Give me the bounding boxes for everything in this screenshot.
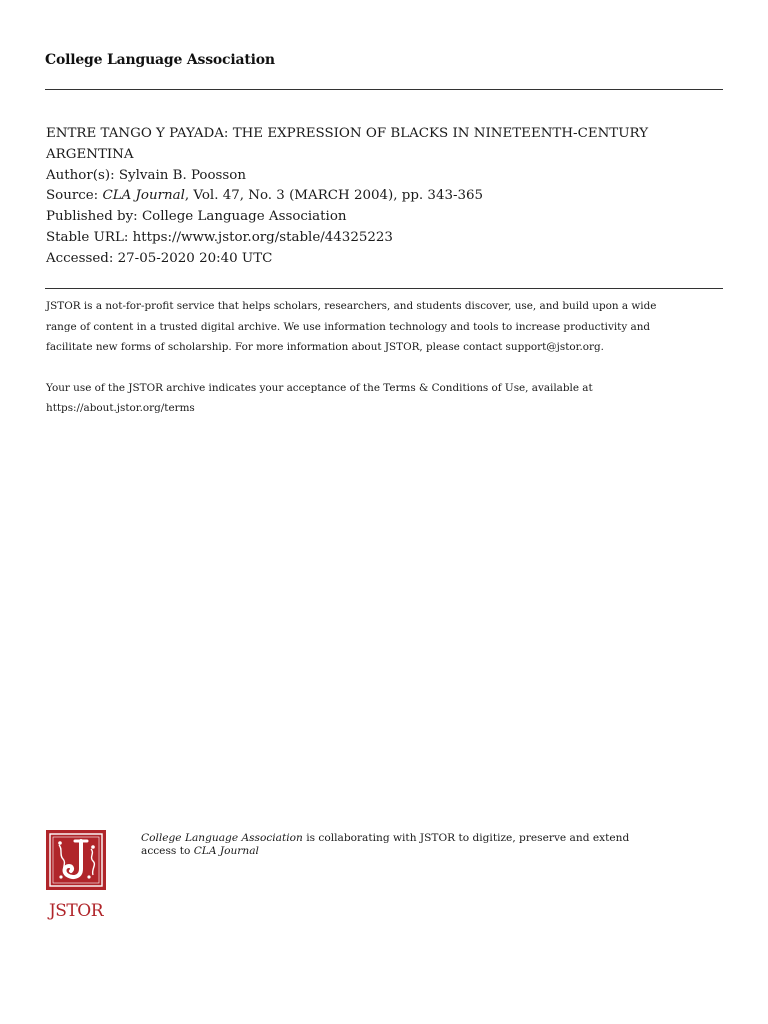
access-prefix: access to [141, 845, 194, 857]
article-title-line-2: ARGENTINA [46, 146, 134, 162]
notice-p2-line-1: Your use of the JSTOR archive indicates your acceptance of the Terms & Conditions of Use, available at [46, 381, 593, 394]
source-label: Source: [46, 188, 99, 204]
notice-p1-line-2: range of content in a trusted digital archive. We use information technology and tools to increase productivity and [46, 320, 651, 333]
accessed-label: Accessed: [46, 250, 114, 266]
top-divider [45, 89, 723, 90]
source-details: , Vol. 47, No. 3 (MARCH 2004), pp. 343-365 [184, 188, 484, 204]
jstor-notice [46, 296, 736, 419]
article-metadata [46, 124, 736, 270]
jstor-logo-icon [45, 829, 107, 921]
collab-org: College Language Association [141, 832, 303, 844]
middle-divider [45, 288, 723, 289]
jstor-logo [45, 829, 107, 921]
source-journal: CLA Journal [102, 188, 185, 204]
notice-p1-line-3: facilitate new forms of scholarship. For more information about JSTOR, please contact support@jstor.org. [46, 341, 604, 353]
article-title-line-1: ENTRE TANGO Y PAYADA: THE EXPRESSION OF BLACKS IN NINETEENTH-CENTURY [46, 126, 649, 141]
published-label: Published by: [46, 209, 138, 225]
authors-label: Author(s): [46, 167, 115, 183]
stable-url-line [46, 228, 736, 249]
published-value: College Language Association [141, 209, 347, 225]
stable-url-label: Stable URL: [46, 229, 129, 245]
collab-line-1 [141, 832, 731, 845]
terms-link[interactable]: https://about.jstor.org/terms [46, 402, 195, 414]
jstor-logo-text: JSTOR [48, 901, 104, 921]
accessed-value: 27-05-2020 20:40 UTC [117, 250, 273, 266]
notice-p1-line-1: JSTOR is a not-for-profit service that helps scholars, researchers, and students discover, use, and build upon a wide [46, 300, 657, 312]
collaboration-statement [141, 832, 731, 858]
publisher-name: College Language Association [45, 52, 275, 68]
stable-url-link[interactable]: https://www.jstor.org/stable/44325223 [132, 229, 393, 245]
source-line [46, 186, 736, 207]
collab-text: is collaborating with JSTOR to digitize, preserve and extend [302, 832, 630, 844]
published-line [46, 207, 736, 228]
accessed-line [46, 249, 736, 270]
collab-line-2 [141, 845, 731, 858]
access-journal: CLA Journal [193, 845, 259, 857]
authors-line [46, 166, 736, 187]
authors-value: Sylvain B. Poosson [118, 167, 246, 183]
